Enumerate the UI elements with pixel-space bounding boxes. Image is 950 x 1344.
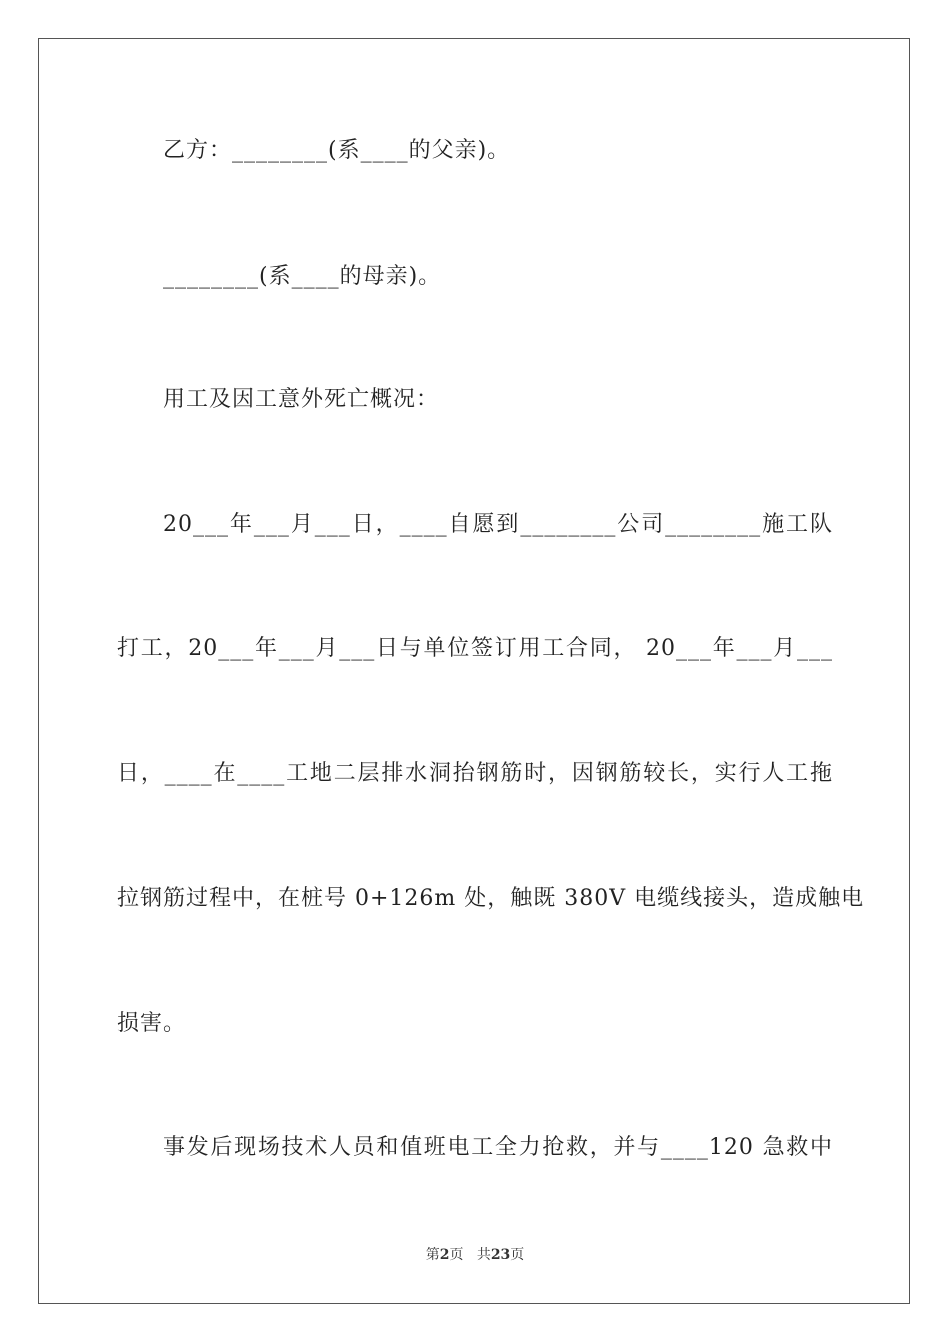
party-b-mother-line: ________(系____的母亲)。 [163, 264, 442, 289]
party-b-father-line: 乙方：________(系____的父亲)。 [163, 138, 511, 163]
page-number: 2 [439, 1247, 450, 1263]
page-prefix: 第 [425, 1247, 440, 1263]
total-prefix: 共 [476, 1247, 491, 1263]
page-footer [0, 1245, 950, 1265]
page-border [38, 38, 910, 1304]
total-pages: 23 [490, 1247, 511, 1263]
page-suffix: 页 [449, 1247, 464, 1263]
paragraph-line-2: 打工，20___年___月___日与单位签订用工合同， 20___年___月___ [117, 636, 833, 661]
section-heading: 用工及因工意外死亡概况： [163, 387, 440, 412]
paragraph-line-5: 损害。 [117, 1011, 187, 1036]
total-suffix: 页 [510, 1247, 525, 1263]
paragraph-line-4: 拉钢筋过程中，在桩号 0+126m 处，触既 380V 电缆线接头，造成触电 [117, 886, 865, 911]
paragraph-line-1: 20___年___月___日，____自愿到________公司________施工队 [163, 512, 833, 537]
paragraph-line-3: 日，____在____工地二层排水洞抬钢筋时，因钢筋较长，实行人工拖 [117, 761, 833, 786]
paragraph-2-line-1: 事发后现场技术人员和值班电工全力抢救，并与____120 急救中 [163, 1135, 833, 1160]
